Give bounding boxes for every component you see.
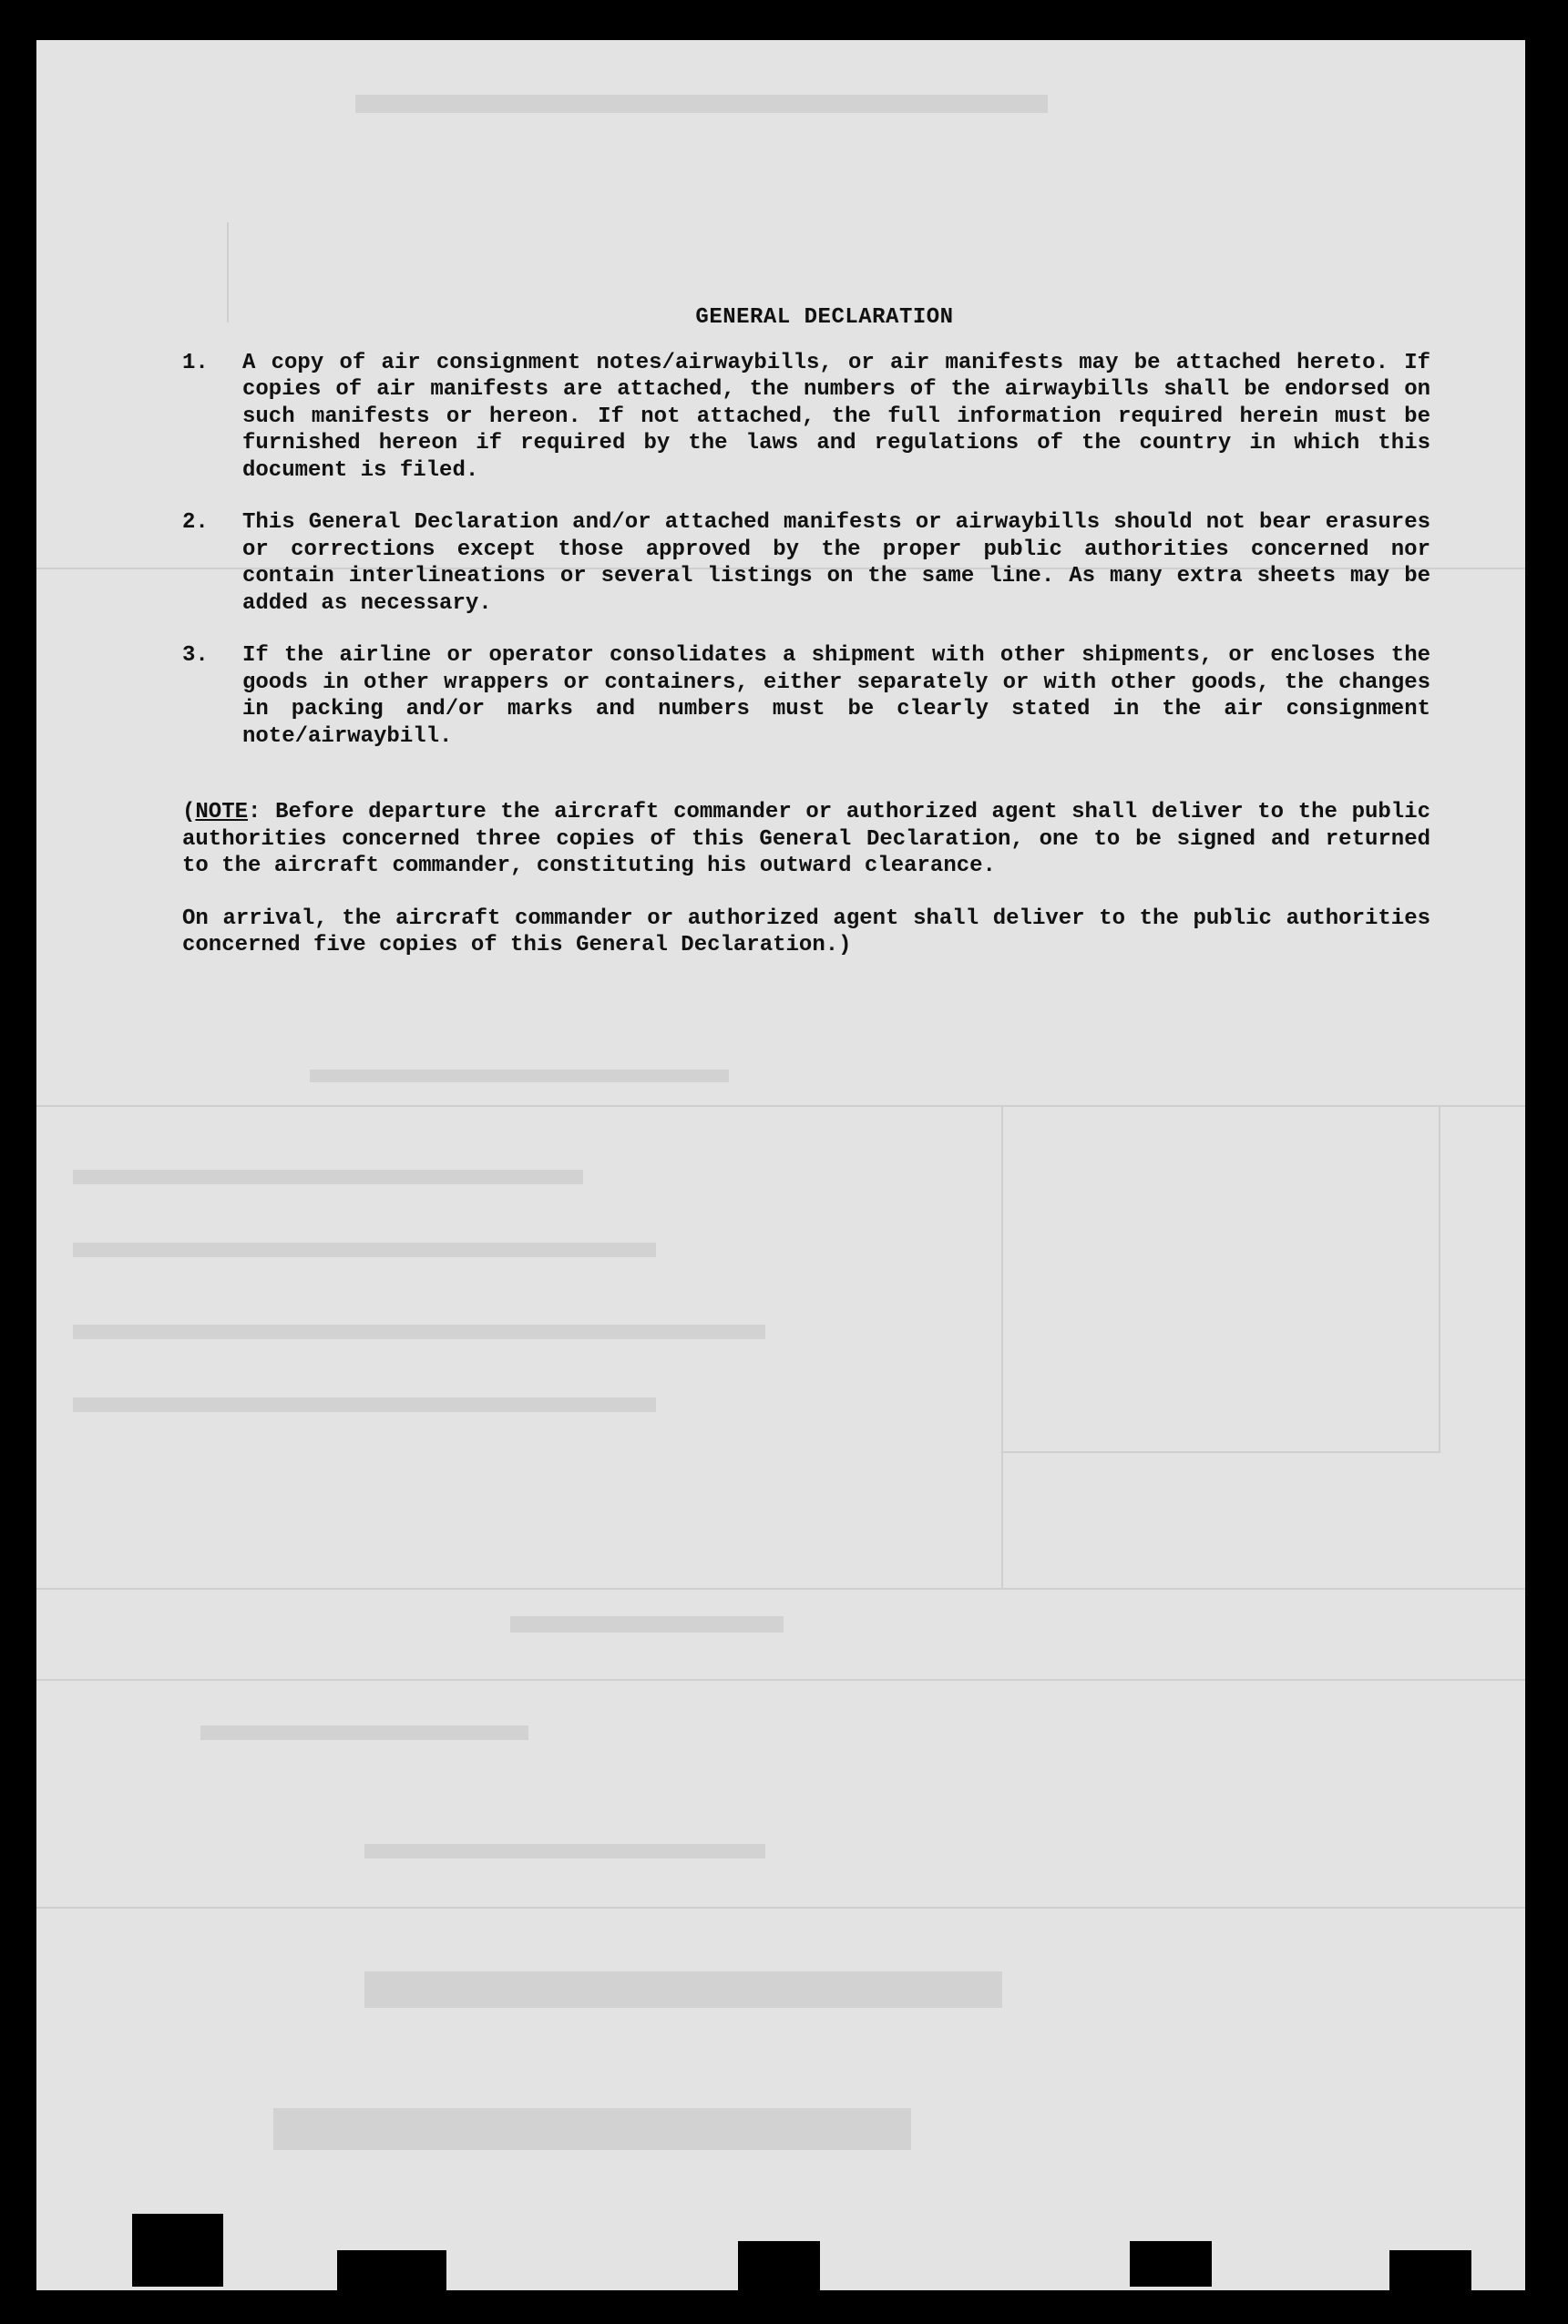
item-number: 2. [182, 510, 209, 535]
note-open-paren: ( [182, 800, 196, 824]
list-item [182, 350, 1430, 485]
list-item [182, 642, 1430, 750]
note-paragraph [182, 799, 1430, 880]
item-text: A copy of air consignment notes/airwaybills, or air manifests may be attached hereto. If copies of air manifests are attached, the numbers of the airwaybills shall be endorsed on such manifests or hereon. If not attached, the full information required herein must be furnished hereon if required by the laws and regulations of the country in which this document is filed. [242, 350, 1430, 483]
scan-artifact [1130, 2241, 1212, 2287]
document-page [36, 40, 1525, 2290]
page-title: GENERAL DECLARATION [695, 305, 954, 330]
item-number: 1. [182, 350, 209, 375]
list-item [182, 509, 1430, 617]
declaration-body [182, 304, 1430, 959]
scan-artifact [337, 2250, 446, 2296]
scan-artifact [738, 2241, 820, 2296]
item-text: This General Declaration and/or attached manifests or airwaybills should not bear erasures or corrections except those approved by the proper public authorities concerned nor contain interlineations or several listings on the same line. As many extra sheets may be added as necessary. [242, 510, 1430, 616]
scan-artifact [132, 2214, 223, 2287]
item-text: If the airline or operator consolidates a shipment with other shipments, or encloses the goods in other wrappers or containers, either separately or with other goods, the changes in packing and/or marks and numbers must be clearly stated in the air consignment note/airwaybill. [242, 643, 1430, 749]
note-label: NOTE [195, 800, 249, 824]
item-number: 3. [182, 643, 209, 668]
arrival-paragraph: On arrival, the aircraft commander or authorized agent shall deliver to the public authorities concerned five copies of this General Declaration.) [182, 906, 1430, 957]
scan-artifact [1389, 2250, 1471, 2296]
note-text: : Before departure the aircraft commander or authorized agent shall deliver to the public authorities concerned three copies of this General Declaration, one to be signed and returned to the aircraft commander, constituting his outward clearance. [182, 800, 1430, 878]
